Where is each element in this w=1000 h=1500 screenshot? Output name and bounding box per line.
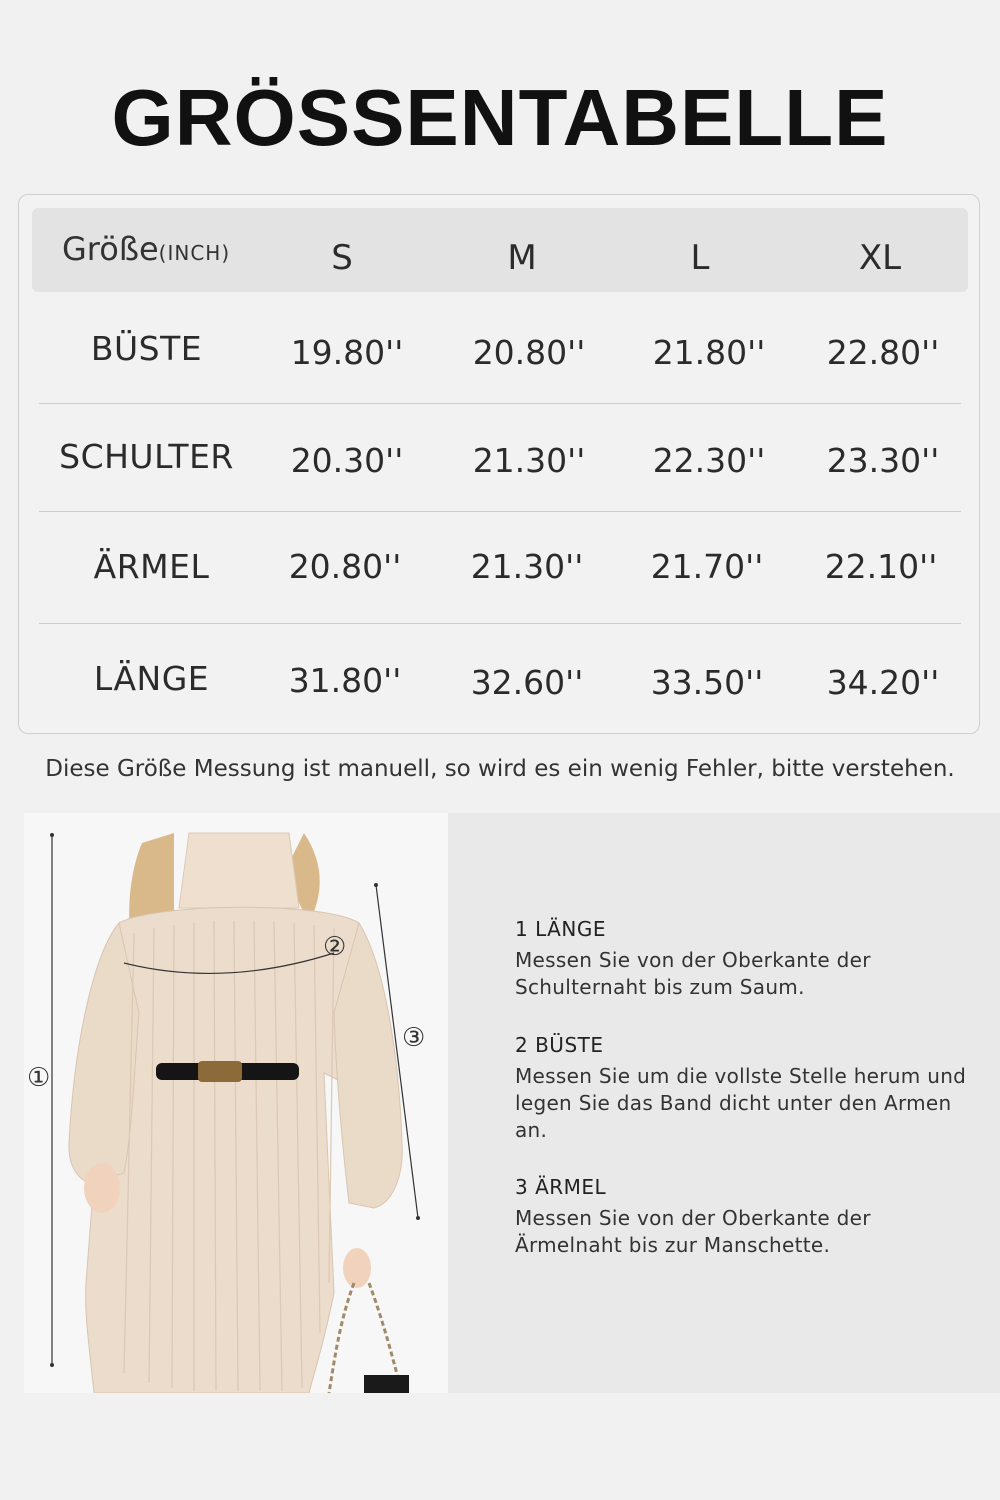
table-cell: 21.30'' xyxy=(472,441,586,480)
model-photo xyxy=(24,813,448,1393)
belt-buckle xyxy=(198,1061,242,1082)
right-hand xyxy=(343,1248,371,1288)
instruction-heading: 2 BÜSTE xyxy=(515,1033,604,1057)
row-divider xyxy=(39,511,961,512)
row-label: SCHULTER xyxy=(59,437,234,476)
table-cell: 21.80'' xyxy=(652,333,766,372)
row-label: BÜSTE xyxy=(90,329,203,368)
header-size-label xyxy=(62,230,242,268)
instruction-sleeve xyxy=(515,1175,975,1259)
instruction-text: Messen Sie um die vollste Stelle herum und legen Sie das Band dicht unter den Armen an. xyxy=(515,1064,967,1142)
table-cell: 22.30'' xyxy=(652,441,766,480)
header-size-l: L xyxy=(690,238,710,278)
table-cell: 19.80'' xyxy=(290,333,404,372)
row-divider xyxy=(39,403,961,404)
table-cell: 20.30'' xyxy=(290,441,404,480)
instruction-length xyxy=(515,917,975,1001)
table-cell: 33.50'' xyxy=(650,663,764,702)
table-cell: 31.80'' xyxy=(288,661,402,700)
marker-3: ③ xyxy=(402,1023,426,1053)
table-cell: 21.30'' xyxy=(470,547,584,586)
table-cell: 34.20'' xyxy=(826,663,940,702)
table-cell: 23.30'' xyxy=(826,441,940,480)
table-header-row xyxy=(32,208,968,292)
size-table xyxy=(18,194,980,734)
left-hand xyxy=(84,1163,120,1213)
table-cell: 22.10'' xyxy=(824,547,938,586)
marker-2: ② xyxy=(323,932,347,962)
page-title: GRÖSSENTABELLE xyxy=(111,73,889,162)
table-cell: 22.80'' xyxy=(826,333,940,372)
table-cell: 20.80'' xyxy=(288,547,402,586)
marker-1: ① xyxy=(27,1063,51,1093)
instruction-text: Messen Sie von der Oberkante der Ärmelnaht bis zur Manschette. xyxy=(515,1206,871,1257)
measurement-instructions xyxy=(448,813,1000,1393)
instruction-bust xyxy=(515,1033,975,1144)
instruction-heading: 3 ÄRMEL xyxy=(515,1175,607,1199)
handbag xyxy=(364,1375,409,1393)
header-size-m: M xyxy=(507,238,537,278)
row-label: LÄNGE xyxy=(93,659,210,698)
table-cell: 20.80'' xyxy=(472,333,586,372)
instruction-heading: 1 LÄNGE xyxy=(515,917,606,941)
measurement-note: Diese Größe Messung ist manuell, so wird es ein wenig Fehler, bitte verstehen. xyxy=(45,756,955,782)
header-size-xl: XL xyxy=(858,238,902,278)
header-size-s: S xyxy=(331,238,353,278)
row-label: ÄRMEL xyxy=(93,547,210,586)
instruction-text: Messen Sie von der Oberkante der Schulternaht bis zum Saum. xyxy=(515,948,871,999)
header-label-text: Größe xyxy=(62,230,159,268)
turtleneck xyxy=(179,833,299,908)
table-cell: 32.60'' xyxy=(470,663,584,702)
row-divider xyxy=(39,623,961,624)
table-cell: 21.70'' xyxy=(650,547,764,586)
model-illustration xyxy=(24,813,448,1393)
header-unit-text: (INCH) xyxy=(158,241,231,265)
